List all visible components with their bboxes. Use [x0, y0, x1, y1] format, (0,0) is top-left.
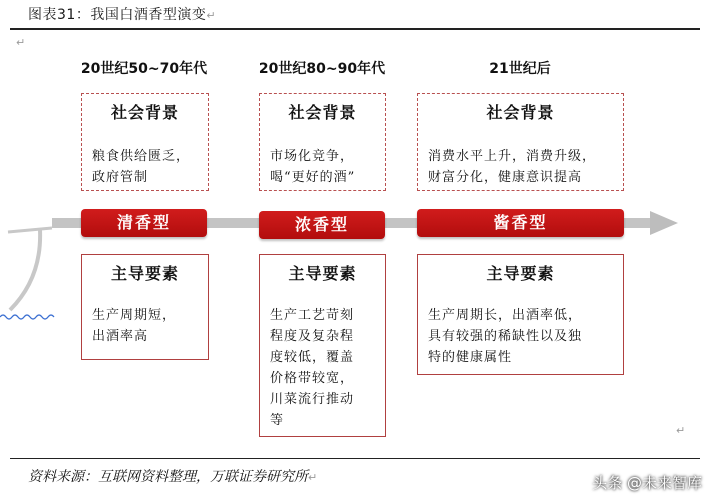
background-box-3	[417, 93, 624, 191]
factors-text: 生产周期长，出酒率低， 具有较强的稀缺性以及独 特的健康属性	[428, 308, 583, 365]
factors-box-2	[259, 254, 386, 437]
watermark-text: 头条 @未来智库	[592, 474, 702, 492]
background-text: 市场化竞争， 喝“更好的酒”	[270, 149, 356, 185]
factors-text: 生产周期短， 出酒率高	[92, 308, 177, 344]
flavor-pill-nongxiang: 浓香型	[259, 211, 385, 239]
background-heading: 社会背景	[110, 103, 179, 122]
background-heading: 社会背景	[486, 103, 555, 122]
flavor-pill-qingxiang: 清香型	[81, 209, 207, 237]
spellcheck-squiggle-icon	[0, 312, 56, 322]
background-box-1	[81, 93, 209, 191]
flavor-pill-jiangxiang: 酱香型	[417, 209, 624, 237]
paragraph-mark-icon: ↵	[16, 36, 26, 49]
factors-heading: 主导要素	[288, 264, 357, 283]
background-text: 粮食供给匮乏， 政府管制	[92, 149, 191, 185]
source-rule	[10, 458, 700, 459]
decorative-stroke-icon	[0, 218, 60, 318]
factors-heading: 主导要素	[486, 264, 555, 283]
background-box-2	[259, 93, 386, 191]
factors-box-3	[417, 254, 624, 375]
paragraph-mark-icon: ↵	[676, 424, 686, 437]
figure-title: 图表31：我国白酒香型演变↵	[28, 7, 217, 23]
background-text: 消费水平上升，消费升级， 财富分化，健康意识提高	[428, 149, 597, 185]
title-rule	[10, 28, 700, 30]
watermark	[592, 472, 702, 493]
background-heading: 社会背景	[288, 103, 357, 122]
factors-heading: 主导要素	[110, 264, 179, 283]
era-label-1: 20世纪50~70年代	[80, 61, 208, 77]
source-note: 资料来源：互联网资料整理，万联证券研究所↵	[28, 469, 318, 485]
factors-text: 生产工艺苛刻 程度及复杂程 度较低，覆盖 价格带较宽， 川菜流行推动 等	[270, 308, 355, 428]
era-label-2: 20世纪80~90年代	[258, 61, 386, 77]
era-label-3: 21世纪后	[489, 61, 551, 77]
factors-box-1	[81, 254, 209, 360]
